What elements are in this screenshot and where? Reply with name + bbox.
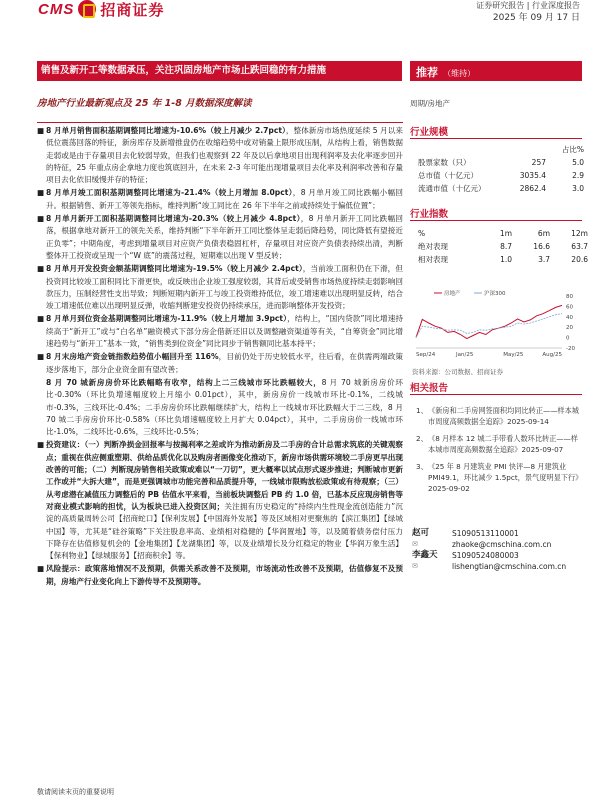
- index-value: 3.7: [538, 255, 550, 264]
- scale-label: 总市值（十亿元）: [418, 171, 478, 180]
- body-paragraph: [37, 213, 403, 262]
- scale-value: 3035.4: [519, 171, 546, 180]
- paragraph-lead: 投资建议：（一）判断净损金回报率与按揭利率之差或许为推动新房及二手房的合计总需求筑底的关键观察点；重视在供应侧重塑期、供给品质优化以及购房者画像变化推动下，新房市场供需环境较二手房更早出现改善的可能；（二）判断现房销售相关政策或难以“一刀切”，更大概率以试点形式逐步推进；判断城市更新工作或并“大拆大建”，而是更强调城市功能完善和品质提升等，一线城市限购放松政策或有待观察；（三）从考虑潜在减值压力调整后的 PB 估值水平来看，当前板块调整后 PB 约 1.0 倍，已基本反应现房销售等对商业模式影响的担忧，认为板块已进入投资区间；: [46, 440, 403, 511]
- scale-pct: 3.0: [572, 184, 584, 193]
- scale-label: 流通市值（十亿元）: [418, 184, 486, 193]
- x-tick-label: Sep/24: [416, 352, 436, 358]
- scale-value: 2862.4: [519, 184, 546, 193]
- scale-table: [416, 142, 586, 196]
- y-tick-label: 40: [566, 314, 573, 321]
- page-footer: 敬请阅读末页的重要说明: [37, 788, 114, 796]
- paragraph-text: ，整体新房市场热度延续 5 月以来低位震荡回落的特征，新房库存及新增推盘仍在收缩趋势中或对销量上限形成压制，从结构上看，销售数据走弱或是由于存量项目去化较弱导致，但我们也观察到 22 年及以后拿地项目出现利润率及去化率逐步回升的特征，25 年重点房企拿地力度也筑底回升，在未来 2-3 年可能出现增量项目去化率及利润率改善和存量项目去化依旧缓慢并存的特征；: [46, 126, 403, 185]
- analyst-name: 李鑫天: [412, 550, 438, 560]
- logo-cn-text: 招商证券: [100, 0, 165, 19]
- legend-label: 房地产: [444, 291, 461, 297]
- chart-source: 资料来源：公司数据、招商证券: [412, 368, 503, 376]
- paragraph-lead: 8 月单月到位资金基期调整同比增速为-11.9%（较上月增加 3.9pct）: [46, 314, 288, 324]
- header-meta: [476, 0, 580, 24]
- paragraph-lead: 8 月末房地产资金链指数趋势值小幅回升至 116%: [46, 352, 219, 362]
- email-icon: ✉: [412, 562, 418, 570]
- page-header: [0, 0, 600, 30]
- x-tick-label: May/25: [503, 352, 524, 358]
- industry-category: 周期/房地产: [410, 99, 451, 108]
- body-paragraph: [37, 125, 403, 186]
- bullet-icon: ■: [37, 188, 45, 198]
- legend-label: 沪深300: [484, 291, 506, 297]
- logo-cms-text: CMS: [38, 0, 75, 18]
- paragraph-text: ，当前竣工面积仍在下滑，但投资同比较竣工面积同比下滑更快，或反映出企业竣工强度较弱，其背后或受销售市场热度持续走弱影响回款压力，压制经营性支出导致；判断短期内新开工与竣工投资维持低位，竣工增速难以出现明显反转，结合竣工增速低位难以出现明显反弹，收缩判断建安投资仍持续承压，进而影响整体开发投资；: [46, 264, 403, 311]
- index-value: 16.6: [533, 242, 550, 251]
- index-row: [418, 254, 588, 265]
- bullet-icon: ■: [37, 264, 45, 274]
- body-paragraph: [37, 563, 403, 588]
- index-value: 8.7: [500, 242, 512, 251]
- y-tick-label: 80: [566, 294, 573, 300]
- y-tick-label: -20: [566, 346, 575, 352]
- body-paragraph: [37, 187, 403, 212]
- scale-divider: [410, 138, 582, 139]
- x-tick-label: Aug/25: [542, 352, 562, 358]
- report-date: 2025 年 09 月 17 日: [492, 13, 580, 23]
- related-report-title: 《8 月样本 12 城二手带看人数环比转正——样本城市周度高频数据全追踪》2025-09-07: [428, 434, 578, 454]
- report-title: 销售及新开工等数据承压，关注巩固房地产市场止跌回稳的有力措施: [37, 61, 402, 81]
- related-report-title: 《25 年 8 月建筑业 PMI 快评—8 月建筑业 PMI49.1，环比减少 1.5pct，景气度明显下行》2025-09-02: [428, 462, 579, 493]
- scale-pct: 5.0: [572, 158, 584, 167]
- related-divider: [410, 394, 582, 395]
- email-icon: ✉: [412, 540, 418, 548]
- scale-row: [418, 183, 584, 194]
- rating-sub: （维持）: [443, 69, 476, 78]
- report-subtitle: 房地产行业最新观点及 25 年 1-8 月数据深度解读: [37, 98, 252, 109]
- company-logo: [38, 0, 164, 18]
- bullet-icon: ■: [37, 440, 45, 450]
- scale-row: [418, 170, 584, 181]
- analyst-cert: S1090524080003: [452, 551, 519, 560]
- bullet-icon: ■: [37, 214, 45, 224]
- paragraph-lead: 8 月单月开发投资金额基期调整同比增速为-19.5%（较上月减少 2.4pct）: [46, 264, 303, 274]
- index-label: 绝对表现: [418, 242, 448, 251]
- analyst-row: [412, 528, 582, 539]
- body-paragraph: [37, 377, 403, 438]
- body-paragraph: [37, 263, 403, 312]
- scale-header-pct: 占比%: [561, 145, 584, 154]
- index-header-cell: 6m: [537, 229, 550, 238]
- index-header-cell: 1m: [499, 229, 512, 238]
- bullet-icon: ■: [37, 564, 45, 574]
- scale-header-row: [418, 144, 584, 155]
- scale-value: 257: [531, 158, 546, 167]
- related-report-item: [416, 433, 581, 455]
- index-table: [416, 226, 590, 267]
- rating-banner: [410, 61, 582, 81]
- body-paragraph: [37, 439, 403, 562]
- index-row: [418, 241, 588, 252]
- index-value: 20.6: [571, 255, 588, 264]
- related-report-number: 2、: [416, 434, 428, 443]
- scale-row: [418, 157, 584, 168]
- paragraph-text: 关注拥有历史稳定的“持续内生性现金流创造能力”沉淀的高质量周转公司【招商蛇口】【保利发展】【中国海外发展】等及区域相对更聚焦的【滨江集团】【绿城中国】等，尤其是“硅谷策略”下关注股息率高、业绩相对稳健的【华润置地】等，以及随着债务偿付压力下降存在估值修复机会的【金地集团】【龙湖集团】等，以及业绩增长及分红稳定的物业【华润万象生活】【保利物业】【绿城服务】【招商积余】等。: [46, 501, 403, 561]
- related-report-number: 1、: [416, 406, 428, 415]
- paragraph-lead: 风险提示：政策落地情况不及预期，供需关系改善不及预期，市场流动性改善不及预期，估值修复不及预期，房地产行业变化向上下游传导不及预期等。: [46, 564, 403, 586]
- report-type: 证券研究报告 | 行业深度报告: [476, 1, 580, 10]
- paragraph-text: ，8 月单月竣工同比跌幅小幅回升。根据销售、新开工等领先指标，维持判断“竣工同比在 26 年下半年之前或持续处于偏低位置”；: [46, 188, 403, 210]
- related-section-title: 相关报告: [410, 383, 449, 394]
- analyst-email-row: [412, 561, 582, 572]
- paragraph-text: ，结构上，“国内贷款”同比增速持续高于“新开工”或与“白名单”融资模式下部分房企借新还旧以及调整融资渠道等有关，“自筹资金”同比增速趋势与“新开工”基本一致，“销售类到位资金”同比同步于销售额同比基本持平；: [46, 314, 403, 349]
- body-paragraph: [37, 351, 403, 376]
- scale-label: 股票家数（只）: [418, 158, 471, 167]
- y-tick-label: 20: [566, 325, 573, 332]
- report-body: [37, 122, 403, 788]
- y-tick-label: 60: [566, 304, 573, 311]
- x-tick-label: Jan/25: [455, 352, 474, 358]
- logo-mark-icon: [78, 0, 96, 18]
- analyst-info: [412, 528, 582, 572]
- index-header-row: [418, 228, 588, 239]
- related-report-item: [416, 405, 581, 427]
- analyst-cert: S1090513110001: [452, 529, 519, 538]
- related-report-number: 3、: [416, 462, 428, 471]
- related-report-title: 《新房和二手房网签面积均同比转正——样本城市周度高频数据全追踪》2025-09-14: [428, 406, 579, 426]
- analyst-email-row: [412, 539, 582, 550]
- bullet-icon: ■: [37, 352, 45, 362]
- paragraph-lead: 8 月 70 城新房房价环比跌幅略有收窄，结构上二三线城市环比跌幅较大，: [46, 377, 322, 387]
- index-divider: [410, 220, 582, 221]
- series-line-real-estate: [416, 305, 562, 338]
- scale-section-title: 行业规模: [410, 127, 449, 138]
- index-label: 相对表现: [418, 255, 448, 264]
- index-header-cell: 12m: [571, 229, 588, 238]
- paragraph-lead: 8 月单月竣工面积基期调整同比增速为-21.4%（较上月增加 8.0pct）: [46, 188, 293, 198]
- rating: 推荐: [416, 66, 438, 79]
- paragraph-lead: 8 月单月新开工面积基期调整同比增速为-20.3%（较上月减少 4.8pct）: [46, 214, 301, 224]
- bullet-icon: ■: [37, 126, 45, 135]
- bullet-icon: ■: [37, 314, 45, 324]
- analyst-name: 赵可: [412, 528, 430, 538]
- index-value: 1.0: [500, 255, 512, 264]
- index-value: 63.7: [571, 242, 588, 251]
- related-report-item: [416, 461, 581, 494]
- related-reports-list: [416, 405, 581, 500]
- paragraph-lead: 8 月单月销售面积基期调整同比增速为-10.6%（较上月减少 2.7pct）: [46, 126, 286, 135]
- body-paragraph: [37, 313, 403, 350]
- paragraph-text: ，目前仍处于历史较低水平，往后看，在供需两端政策逐步落地下，部分企业资金面有望改善；: [46, 352, 403, 374]
- analyst-email: lishengtian@cmschina.com.cn: [452, 562, 567, 571]
- scale-pct: 2.9: [572, 171, 584, 180]
- y-tick-label: 0: [566, 335, 570, 342]
- index-header-cell: %: [418, 229, 426, 238]
- series-line-hs300: [416, 314, 562, 338]
- industry-index-chart: [412, 290, 584, 362]
- analyst-row: [412, 550, 582, 561]
- paragraph-text: ，8 月单月新开工同比跌幅回落，根据拿地对新开工的领先关系，维持判断“下半年新开工同比整体呈走弱后降趋势，同比降低有望接近正负零”；中期角度，考虑到增量项目对应资产负债表稳固杠杆，存量项目对应资产负债表持续出清，判断整体开工投资或呈现一个“W 底”的震荡过程，短期难以出现 V 型反转；: [46, 214, 403, 260]
- analyst-email: zhaoke@cmschina.com.cn: [452, 540, 552, 549]
- index-section-title: 行业指数: [410, 209, 449, 220]
- paragraph-text: 8 月 70 城新房房价环比-0.30%（环比负增速幅度较上月缩小 0.01pct），其中，新房房价一线城市环比-0.1%，二线城市-0.3%，三线环比-0.4%；二手房房价环比跌幅继续扩大，结构上一线城市环比跌幅大于二三线，8 月 70 城二手房房价环比-0.58%（环比负增速幅度较上月扩大 0.04pct），其中，二手房房价一线城市环比-1.0%，二线环比-0.6%，三线环比-0.5%；: [46, 377, 403, 437]
